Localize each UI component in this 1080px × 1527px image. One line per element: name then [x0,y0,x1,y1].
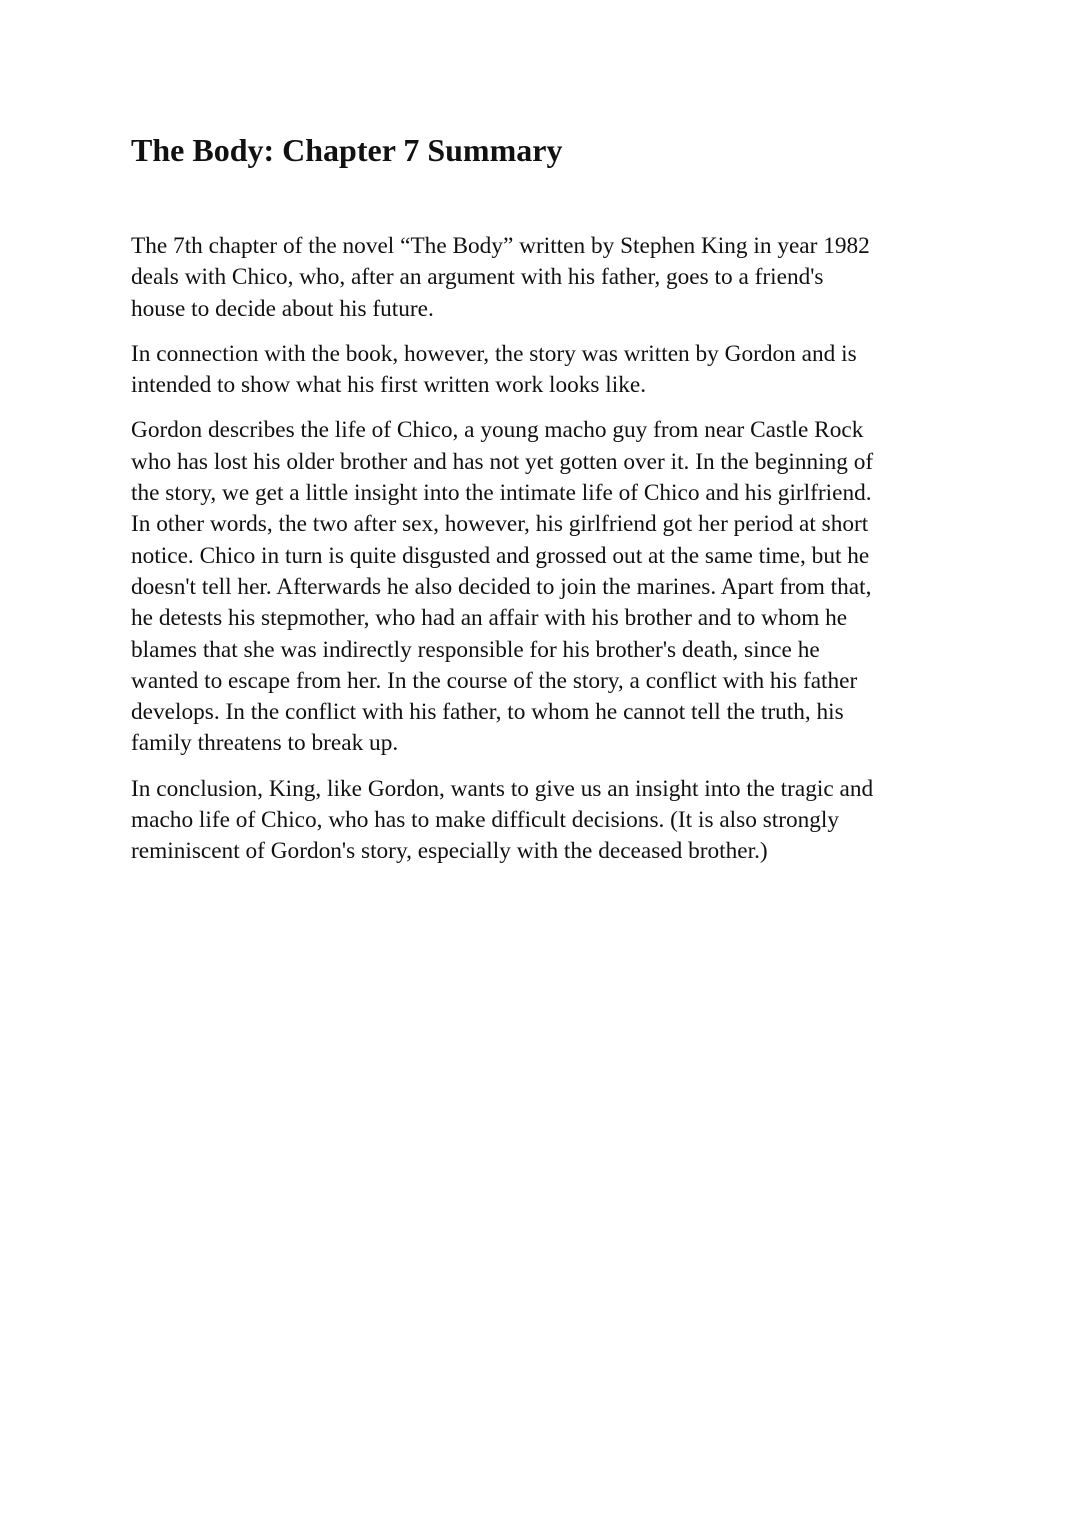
page-title: The Body: Chapter 7 Summary [131,132,563,168]
paragraph-context: In connection with the book, however, the story was written by Gordon and is intended to show what his first written work looks like. [131,340,857,399]
paragraph-conclusion: In conclusion, King, like Gordon, wants to give us an insight into the tragic and macho life of Chico, who has to make difficult decisions. (It is also strongly reminiscent of Gordon's story, especially with the deceased brother.) [131,775,874,865]
paragraph-intro: The 7th chapter of the novel “The Body” written by Stephen King in year 1982 deals with Chico, who, after an argument with his father, goes to a friend's house to decide about his future. [131,233,870,322]
paragraph-summary: Gordon describes the life of Chico, a young macho guy from near Castle Rock who has lost his older brother and has not yet gotten over it. In the beginning of the story, we get a little insight into the intimate life of Chico and his girlfriend. In other words, the two after sex, however, his girlfriend got her period at short notice. Chico in turn is quite disgusted and grossed out at the same time, but he doesn't tell her. Afterwards he also decided to join the marines. Apart from that, he detests his stepmother, who had an affair with his brother and to whom he blames that she was indirectly responsible for his brother's death, since he wanted to escape from her. In the course of the story, a conflict with his father develops. In the conflict with his father, to whom he cannot tell the truth, his family threatens to break up. [131,417,874,757]
document-body [131,231,951,882]
